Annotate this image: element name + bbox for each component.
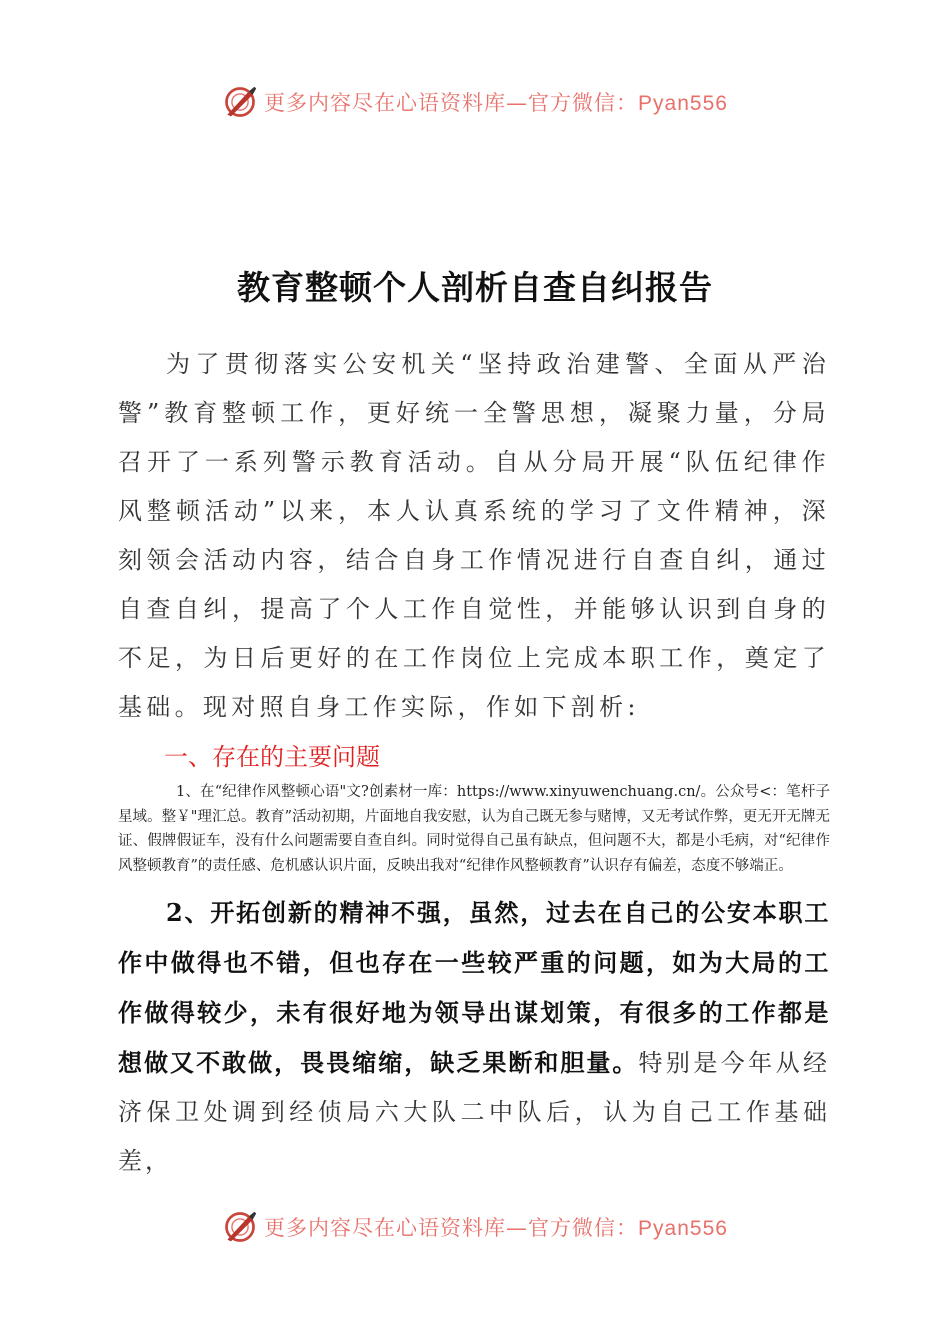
pen-logo-icon: [222, 84, 258, 120]
watermark-text: 更多内容尽在心语资料库—官方微信：Pyan556: [264, 91, 728, 115]
item-2-paragraph: [118, 888, 830, 1186]
item-2-bold-text: 2、开拓创新的精神不强，虽然，过去在自己的公安本职工作中做得也不错，但也存在一些较严重的问题，如为大局的工作做得较少，未有很好地为领导出谋划策，有很多的工作都是想做又不敢做，畏畏缩缩，缺乏果断和胆量。: [118, 898, 830, 1077]
header-watermark: [0, 82, 950, 122]
document-title: 教育整顿个人剖析自查自纠报告: [237, 268, 713, 307]
watermark-text: 更多内容尽在心语资料库—官方微信：Pyan556: [264, 1216, 728, 1240]
intro-paragraph: 为了贯彻落实公安机关“坚持政治建警、全面从严治警”教育整顿工作，更好统一全警思想，凝聚力量，分局召开了一系列警示教育活动。自从分局开展“队伍纪律作风整顿活动”以来，本人认真系统的学习了文件精神，深刻领会活动内容，结合自身工作情况进行自查自纠，通过自查自纠，提高了个人工作自觉性，并能够认识到自身的不足，为日后更好的在工作岗位上完成本职工作，奠定了基础。现对照自身工作实际，作如下剖析:: [118, 350, 830, 721]
pen-logo-icon: [222, 1209, 258, 1245]
footer-watermark: [0, 1207, 950, 1247]
item-1-paragraph: 1、在“纪律作风整顿心语"文?创素材一库：https://www.xinyuwenchuang.cn/。公众号<：笔杆子星域。整￥"理汇总。教育”活动初期，片面地自我安慰，认为自己既无参与赌博，又无考试作弊，更无开无牌无证、假牌假证车，没有什么问题需要自查自纠。同时觉得自己虽有缺点，但问题不大，都是小毛病，对“纪律作风整顿教育”的责任感、危机感认识片面，反映出我对“纪律作风整顿教育”认识存有偏差，态度不够端正。: [118, 784, 830, 874]
item-2-normal-text: 特别是今年从经济保卫处调到经侦局六大队二中队后，认为自己工作基础差，: [118, 1049, 831, 1175]
document-body: [118, 340, 830, 1186]
section-heading: 一、存在的主要问题: [164, 743, 380, 771]
